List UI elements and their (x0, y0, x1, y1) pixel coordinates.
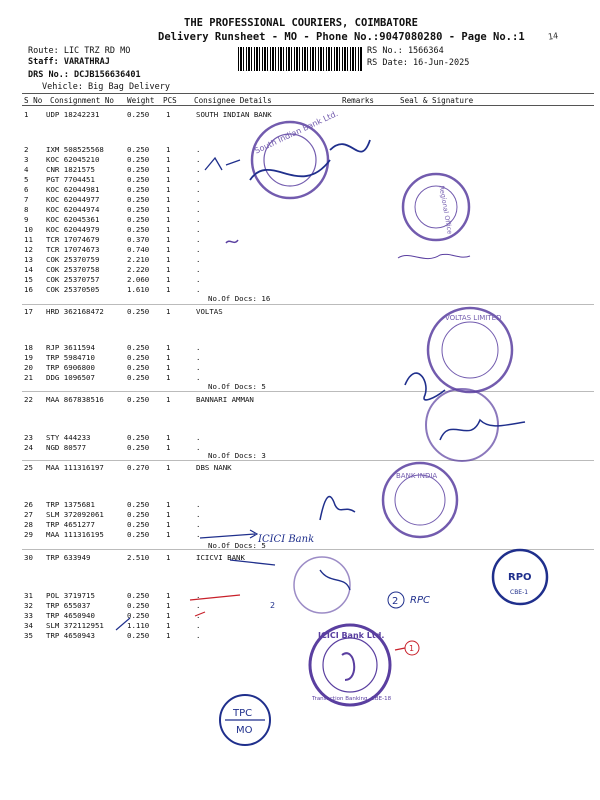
row-pcs: 1 (166, 443, 171, 452)
row-consignee-details: . (196, 443, 201, 452)
row-consignment-no: COK 25370758 (46, 265, 100, 274)
row-weight: 2.510 (127, 553, 150, 562)
row-sno: 35 (24, 631, 33, 640)
rpo-sub: CBE-1 (510, 589, 529, 596)
row-pcs: 1 (166, 463, 171, 472)
row-sno: 15 (24, 275, 33, 284)
rpo-text: RPO (508, 572, 532, 583)
row-consignee-details: . (196, 225, 201, 234)
row-weight: 0.250 (127, 591, 150, 600)
dbs-stamp (383, 463, 457, 537)
row-sno: 21 (24, 373, 33, 382)
col-weight: Weight (127, 96, 155, 105)
row-consignee-details: . (196, 155, 201, 164)
row-weight: 0.250 (127, 433, 150, 442)
row-weight: 0.250 (127, 520, 150, 529)
row-pcs: 1 (166, 185, 171, 194)
row-consignment-no: SLM 372092061 (46, 510, 104, 519)
row-consignment-no: CNR 1821575 (46, 165, 95, 174)
row-pcs: 1 (166, 343, 171, 352)
row-sno: 33 (24, 611, 33, 620)
row-consignment-no: MAA 867838516 (46, 395, 104, 404)
row-sno: 24 (24, 443, 33, 452)
row-weight: 0.250 (127, 215, 150, 224)
col-sno: S No (24, 96, 43, 105)
row-pcs: 1 (166, 621, 171, 630)
row-consignment-no: TRP 655037 (46, 601, 91, 610)
row-sno: 10 (24, 225, 33, 234)
row-weight: 0.250 (127, 373, 150, 382)
row-sno: 23 (24, 433, 33, 442)
row-weight: 0.250 (127, 601, 150, 610)
icici-stamp-sub: Transaction Banking, CBE-18 (312, 696, 392, 702)
row-sno: 12 (24, 245, 33, 254)
row-pcs: 1 (166, 265, 171, 274)
col-consignee: Consignee Details (194, 96, 272, 105)
row-sno: 1 (24, 110, 29, 119)
row-consignment-no: TRP 4650940 (46, 611, 95, 620)
row-consignment-no: TRP 4651277 (46, 520, 95, 529)
row-consignment-no: TCR 17074673 (46, 245, 100, 254)
row-sno: 8 (24, 205, 29, 214)
row-consignment-no: PGT 7704451 (46, 175, 95, 184)
col-remarks: Remarks (342, 96, 375, 105)
row-weight: 0.250 (127, 307, 150, 316)
row-sno: 11 (24, 235, 33, 244)
row-consignee-details: . (196, 165, 201, 174)
row-consignment-no: KOC 62044974 (46, 205, 100, 214)
row-consignment-no: RJP 3611594 (46, 343, 95, 352)
row-consignee-details: . (196, 343, 201, 352)
row-sno: 19 (24, 353, 33, 362)
runsheet-subtitle: Delivery Runsheet - MO - Phone No.:9047080280 - Page No.:1 (158, 31, 525, 43)
row-weight: 0.250 (127, 205, 150, 214)
row-weight: 0.250 (127, 185, 150, 194)
row-consignee-details: ICICVI BANK (196, 553, 245, 562)
row-sno: 26 (24, 500, 33, 509)
row-consignment-no: TRP 4650943 (46, 631, 95, 640)
corner-handwritten-mark: 14 (547, 31, 559, 43)
docs-count: No.Of Docs: 3 (208, 451, 266, 460)
row-consignee-details: . (196, 185, 201, 194)
row-sno: 22 (24, 395, 33, 404)
row-pcs: 1 (166, 500, 171, 509)
row-sno: 9 (24, 215, 29, 224)
row-consignee-details: . (196, 353, 201, 362)
row-consignment-no: TRP 633949 (46, 553, 91, 562)
row-pcs: 1 (166, 631, 171, 640)
row-pcs: 1 (166, 433, 171, 442)
tpc-mo-stamp (220, 695, 270, 745)
row-sno: 3 (24, 155, 29, 164)
row-pcs: 1 (166, 520, 171, 529)
docs-count: No.Of Docs: 5 (208, 382, 266, 391)
row-pcs: 1 (166, 255, 171, 264)
sib-stamp (252, 109, 339, 198)
row-consignee-details: . (196, 373, 201, 382)
row-sno: 13 (24, 255, 33, 264)
handwritten-1: 1 (409, 644, 415, 653)
row-consignee-details: DBS NANK (196, 463, 232, 472)
handwritten-2: 2 (392, 596, 399, 607)
handwritten-rpc: RPC (410, 595, 430, 606)
row-consignee-details: . (196, 275, 201, 284)
sib-regional-text: Regional Office (437, 185, 454, 235)
row-consignee-details: . (196, 510, 201, 519)
row-pcs: 1 (166, 601, 171, 610)
row-pcs: 1 (166, 275, 171, 284)
sib-regional-stamp (403, 174, 469, 240)
row-weight: 0.250 (127, 343, 150, 352)
row-weight: 0.250 (127, 443, 150, 452)
row-weight: 0.250 (127, 145, 150, 154)
row-sno: 31 (24, 591, 33, 600)
row-consignee-details: VOLTAS (196, 307, 223, 316)
row-consignee-details: . (196, 601, 201, 610)
row-weight: 0.250 (127, 110, 150, 119)
row-consignment-no: TRP 6906800 (46, 363, 95, 372)
col-seal-signature: Seal & Signature (400, 96, 474, 105)
row-sno: 29 (24, 530, 33, 539)
row-consignment-no: DDG 1096507 (46, 373, 95, 382)
row-weight: 0.270 (127, 463, 150, 472)
drs-label: DRS No.: DCJB156636401 (28, 70, 141, 80)
row-sno: 27 (24, 510, 33, 519)
row-weight: 0.250 (127, 611, 150, 620)
row-consignee-details: BANNARI AMMAN (196, 395, 254, 404)
row-weight: 0.250 (127, 530, 150, 539)
mo-text: MO (236, 725, 253, 736)
rs-number: RS No.: 1566364 (367, 46, 444, 56)
row-consignee-details: . (196, 520, 201, 529)
rpo-stamp (493, 550, 547, 604)
row-pcs: 1 (166, 245, 171, 254)
row-sno: 7 (24, 195, 29, 204)
row-consignee-details: . (196, 205, 201, 214)
vehicle-label: Vehicle: Big Bag Delivery (42, 82, 170, 92)
row-consignment-no: HRD 362168472 (46, 307, 104, 316)
row-pcs: 1 (166, 611, 171, 620)
row-weight: 0.250 (127, 353, 150, 362)
row-pcs: 1 (166, 307, 171, 316)
row-pcs: 1 (166, 510, 171, 519)
icici-stamp-text: ICICI Bank Ltd. (318, 631, 385, 640)
row-consignment-no: KOC 62044981 (46, 185, 100, 194)
voltas-stamp-text: VOLTAS LIMITED (445, 314, 502, 322)
handwritten-2b: 2 (270, 601, 276, 610)
row-consignee-details: . (196, 175, 201, 184)
row-consignee-details: . (196, 255, 201, 264)
row-sno: 2 (24, 145, 29, 154)
row-pcs: 1 (166, 373, 171, 382)
row-consignment-no: MAA 111316197 (46, 463, 104, 472)
row-consignment-no: NGD 80577 (46, 443, 87, 452)
row-pcs: 1 (166, 110, 171, 119)
row-pcs: 1 (166, 591, 171, 600)
row-pcs: 1 (166, 205, 171, 214)
row-sno: 6 (24, 185, 29, 194)
row-consignee-details: . (196, 433, 201, 442)
row-weight: 0.740 (127, 245, 150, 254)
row-consignment-no: UDP 18242231 (46, 110, 100, 119)
row-consignment-no: KOC 62045210 (46, 155, 100, 164)
row-consignee-details: . (196, 611, 201, 620)
row-consignment-no: COK 25370757 (46, 275, 100, 284)
row-pcs: 1 (166, 235, 171, 244)
handwritten-icici-note: ICICI Bank (258, 534, 315, 545)
row-weight: 0.250 (127, 225, 150, 234)
icici-stamp (310, 625, 392, 705)
row-consignee-details: . (196, 265, 201, 274)
sib-stamp-text: South Indian Bank Ltd. (253, 108, 340, 156)
col-consignment: Consignment No (50, 96, 115, 105)
row-pcs: 1 (166, 175, 171, 184)
row-sno: 14 (24, 265, 33, 274)
row-consignee-details: . (196, 145, 201, 154)
row-consignee-details: . (196, 500, 201, 509)
row-pcs: 1 (166, 215, 171, 224)
route-label: Route: LIC TRZ RD MO (28, 46, 131, 56)
row-consignment-no: COK 25370759 (46, 255, 100, 264)
row-sno: 16 (24, 285, 33, 294)
row-consignee-details: . (196, 215, 201, 224)
row-pcs: 1 (166, 353, 171, 362)
dbs-stamp-text: BANK INDIA (396, 472, 438, 480)
row-weight: 0.250 (127, 175, 150, 184)
row-pcs: 1 (166, 363, 171, 372)
row-consignee-details: . (196, 530, 201, 539)
row-consignee-details: SOUTH INDIAN BANK (196, 110, 272, 119)
row-sno: 34 (24, 621, 33, 630)
runsheet-title: THE PROFESSIONAL COURIERS, COIMBATORE (184, 17, 418, 29)
row-weight: 1.110 (127, 621, 150, 630)
row-weight: 1.610 (127, 285, 150, 294)
row-weight: 0.250 (127, 165, 150, 174)
docs-count: No.Of Docs: 5 (208, 541, 266, 550)
row-sno: 28 (24, 520, 33, 529)
tpc-text: TPC (233, 708, 253, 719)
row-consignee-details: . (196, 285, 201, 294)
staff-label: Staff: VARATHRAJ (28, 57, 110, 67)
row-consignment-no: KOC 62044977 (46, 195, 100, 204)
row-weight: 0.250 (127, 631, 150, 640)
row-consignment-no: TCR 17074679 (46, 235, 100, 244)
row-weight: 0.250 (127, 155, 150, 164)
row-sno: 30 (24, 553, 33, 562)
row-sno: 4 (24, 165, 29, 174)
row-weight: 0.250 (127, 363, 150, 372)
row-pcs: 1 (166, 530, 171, 539)
row-weight: 2.060 (127, 275, 150, 284)
row-pcs: 1 (166, 285, 171, 294)
voltas-stamp (428, 308, 512, 392)
row-consignment-no: KOC 62044979 (46, 225, 100, 234)
row-weight: 0.250 (127, 395, 150, 404)
row-consignment-no: SLM 372112951 (46, 621, 104, 630)
row-weight: 2.220 (127, 265, 150, 274)
row-consignee-details: . (196, 363, 201, 372)
icici-faint-stamp (294, 557, 350, 613)
docs-count: No.Of Docs: 16 (208, 294, 271, 303)
row-consignee-details: . (196, 235, 201, 244)
row-sno: 18 (24, 343, 33, 352)
row-weight: 0.370 (127, 235, 150, 244)
row-consignee-details: . (196, 195, 201, 204)
row-sno: 17 (24, 307, 33, 316)
row-sno: 32 (24, 601, 33, 610)
row-consignment-no: KOC 62045361 (46, 215, 100, 224)
row-weight: 0.250 (127, 510, 150, 519)
row-sno: 5 (24, 175, 29, 184)
row-pcs: 1 (166, 165, 171, 174)
row-sno: 20 (24, 363, 33, 372)
row-consignment-no: MAA 111316195 (46, 530, 104, 539)
row-weight: 2.210 (127, 255, 150, 264)
rs-date: RS Date: 16-Jun-2025 (367, 58, 470, 68)
row-consignment-no: TRP 1375681 (46, 500, 95, 509)
row-consignment-no: POL 3719715 (46, 591, 95, 600)
row-sno: 25 (24, 463, 33, 472)
row-consignee-details: . (196, 245, 201, 254)
row-consignee-details: . (196, 621, 201, 630)
row-consignment-no: IXM 508525568 (46, 145, 104, 154)
row-pcs: 1 (166, 553, 171, 562)
row-consignment-no: COK 25370505 (46, 285, 100, 294)
row-pcs: 1 (166, 195, 171, 204)
row-consignee-details: . (196, 591, 201, 600)
row-pcs: 1 (166, 225, 171, 234)
row-weight: 0.250 (127, 500, 150, 509)
row-consignment-no: TRP 5984710 (46, 353, 95, 362)
row-pcs: 1 (166, 155, 171, 164)
row-weight: 0.250 (127, 195, 150, 204)
row-consignee-details: . (196, 631, 201, 640)
row-pcs: 1 (166, 145, 171, 154)
row-consignment-no: STY 444233 (46, 433, 91, 442)
row-pcs: 1 (166, 395, 171, 404)
col-pcs: PCS (163, 96, 177, 105)
